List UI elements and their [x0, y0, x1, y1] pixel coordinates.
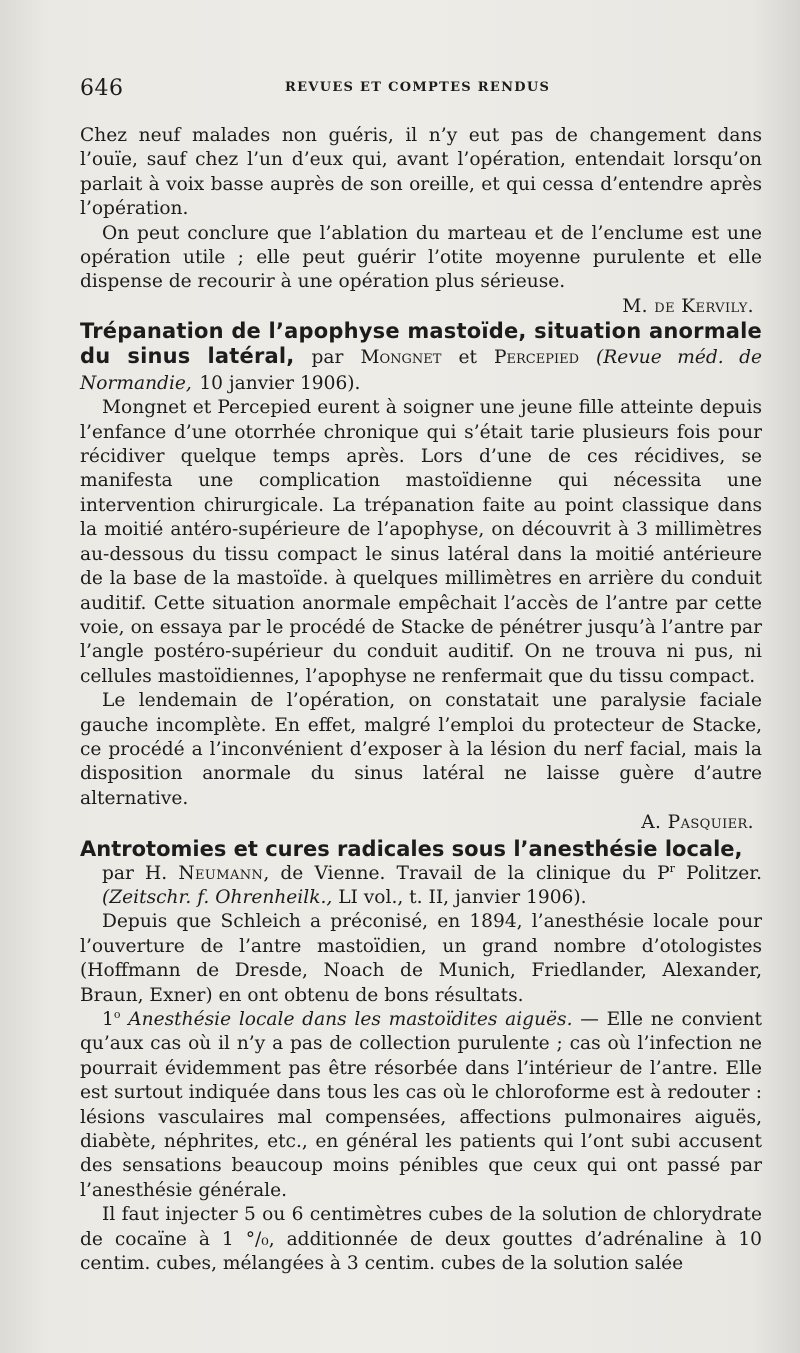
article-1-heading [80, 319, 762, 396]
page-header [80, 76, 770, 106]
paragraph-number: 1 [102, 1009, 114, 1030]
article-1-author-1: Mongnet [360, 347, 442, 369]
article-2-paragraph-2 [80, 1008, 762, 1203]
article-2-ref-b: , de Vienne. Travail de la clinique du P [263, 862, 670, 884]
page-body [80, 124, 762, 1276]
article-2-author: Neumann [178, 862, 264, 884]
article-1-et: et [458, 347, 477, 369]
previous-review-signature [80, 295, 762, 319]
paragraph-number-sup: o [113, 1007, 121, 1021]
previous-review-paragraph-1: Chez neuf malades non guéris, il n’y eut pas de changement dans l’ouïe, sauf chez l’un d’eux qui, avant l’opération, entendait lorsqu’on parlait à voix basse auprès de son oreille, et qui cessa d’entendre après l’opération. [80, 125, 762, 220]
signature-name: M. de Kervily. [622, 295, 754, 317]
article-1-paragraph-2: Le lendemain de l’opération, on constatait une paralysie faciale gauche incomplète. En effet, malgré l’emploi du protecteur de Stacke, ce procédé a l’inconvénient d’exposer à la lésion du nerf facial, mais la disposition anormale du sinus latéral ne laisse guère d’autre alternative. [80, 690, 762, 809]
article-1-par: par [311, 347, 344, 369]
previous-review-paragraph-2: On peut conclure que l’ablation du marteau et de l’enclume est une opération utile ; elle peut guérir l’otite moyenne purulente et elle dispense de recourir à une opération plus sérieuse. [80, 222, 762, 293]
article-2-ref-a: par H. [102, 862, 168, 884]
article-2-title: Antrotomies et cures radicales sous l’anesthésie locale, [80, 836, 743, 861]
running-head: REVUES ET COMPTES RENDUS [285, 80, 551, 95]
article-2-source: (Zeitschr. f. Ohrenheilk., [102, 886, 333, 908]
article-2-ref-c: Politzer. [674, 862, 762, 884]
article-1-signature [80, 811, 762, 835]
article-2-source-b: LI vol., t. II, janvier 1906). [338, 886, 587, 908]
article-2-paragraph-3: Il faut injecter 5 ou 6 centimètres cubes de la solution de chlorydrate de cocaïne à 1 °/₀, additionnée de deux gouttes d’adrénaline à 10 centim. cubes, mélangées à 3 centim. cubes de la solution salée [80, 1204, 762, 1275]
article-2-ref-sup: r [669, 861, 675, 875]
article-1-date: 10 janvier 1906). [199, 373, 361, 395]
signature-name: A. Pasquier. [641, 812, 754, 834]
page-number: 646 [80, 76, 124, 101]
article-1-source: (Revue méd. de Normandie, [80, 347, 762, 395]
paragraph-text: — Elle ne convient qu’aux cas où il n’y a pas de collection purulente ; cas où l’infection ne pourrait évidemment pas être résorbée dans l’intérieur de l’antre. Elle est surtout indiquée dans tous les cas où le chloroforme est à redouter : lésions vasculaires mal compensées, affections pulmonaires aiguës, diabète, néphrites, etc., en général les patients qui l’ont subi accusent des sensations beaucoup moins pénibles que ceux qui ont passé par l’anesthésie générale. [80, 1009, 763, 1201]
article-1-author-2: Percepied [493, 347, 580, 369]
article-2-reference [80, 862, 762, 911]
article-2-paragraph-1: Depuis que Schleich a préconisé, en 1894, l’anesthésie locale pour l’ouverture de l’antre mastoïdien, un grand nombre d’otologistes (Hoffmann de Dresde, Noach de Munich, Friedlander, Alexander, Braun, Exner) en ont obtenu de bons résultats. [80, 911, 762, 1006]
article-1-title: Trépanation de l’apophyse mastoïde, situation anormale du sinus latéral, [80, 319, 762, 369]
article-1-paragraph-1: Mongnet et Percepied eurent à soigner une jeune fille atteinte depuis l’enfance d’une otorrhée chronique qui s’était tarie plusieurs fois pour récidiver quelque temps après. Lors d’une de ces récidives, se manifesta une complication mastoïdienne qui nécessita une intervention chirurgicale. La trépanation faite au point classique dans la moitié antéro-supérieure de l’apophyse, on découvrit à 3 millimètres au-dessous du tissu compact le sinus latéral dans la moitié antérieure de la base de la mastoïde. à quelques millimètres en arrière du conduit auditif. Cette situation anormale empêchait l’accès de l’antre par cette voie, on essaya par le procédé de Stacke de pénétrer jusqu’à l’antre par l’angle postéro-supérieur du conduit auditif. On ne trouva ni pus, ni cellules mastoïdiennes, l’apophyse ne renfermait que du tissu compact. [80, 397, 762, 687]
paragraph-italic-heading: Anesthésie locale dans les mastoïdites aiguës. [128, 1009, 573, 1030]
